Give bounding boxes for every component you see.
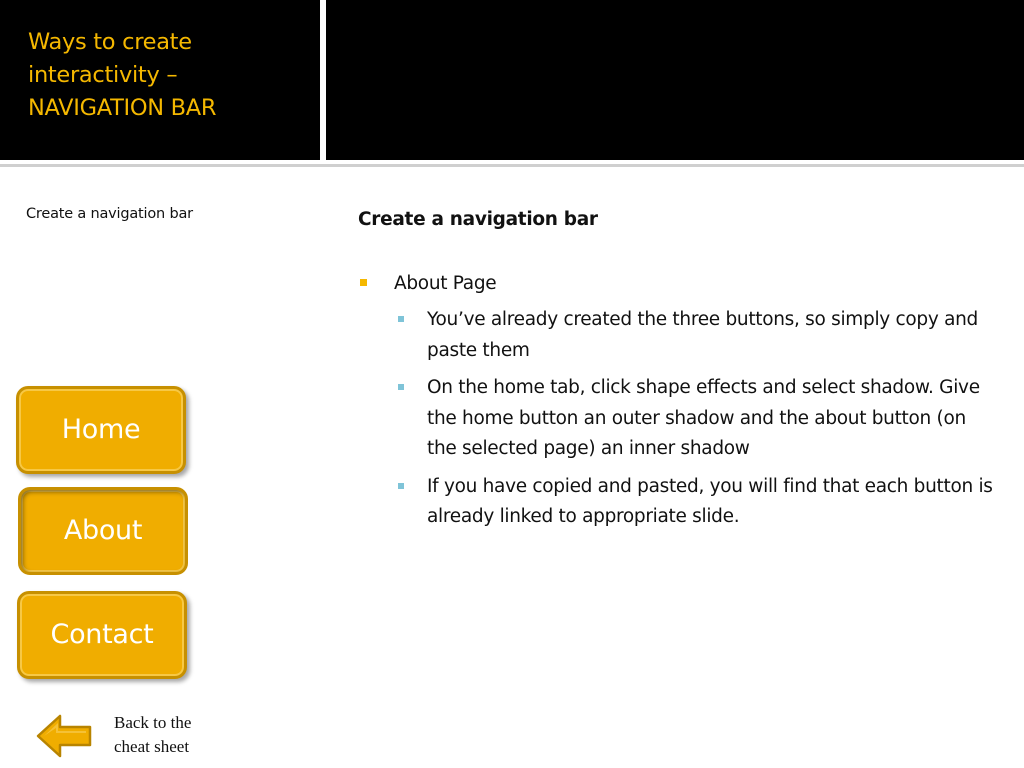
- about-button[interactable]: About: [18, 487, 188, 575]
- header-divider: [0, 164, 1024, 167]
- sub-list-item-text: You’ve already created the three buttons, so simply copy and paste them: [427, 309, 978, 361]
- back-arrow-icon[interactable]: [36, 712, 92, 760]
- sub-list-item-text: On the home tab, click shape effects and select shadow. Give the home button an outer shadow and the about button (on the selected page) an inner shadow: [427, 377, 980, 459]
- back-to-cheat-sheet-link[interactable]: Back to the cheat sheet: [114, 713, 192, 756]
- sub-list-item-text: If you have copied and pasted, you will find that each button is already linked to appropriate slide.: [427, 475, 993, 527]
- content-heading: Create a navigation bar: [358, 209, 598, 230]
- slide-title: Ways to create interactivity – NAVIGATION BAR: [28, 29, 217, 121]
- square-bullet-icon: [398, 483, 404, 489]
- sub-list-item: [394, 373, 998, 465]
- side-caption: Create a navigation bar: [26, 206, 193, 222]
- square-bullet-icon: [360, 279, 367, 286]
- bullet-list: [358, 269, 998, 533]
- list-item: [358, 269, 998, 533]
- sub-list-item: [394, 305, 998, 366]
- header-right-panel: [326, 0, 1024, 160]
- square-bullet-icon: [398, 316, 404, 322]
- contact-button[interactable]: Contact: [17, 591, 187, 679]
- sub-bullet-list: [394, 305, 998, 533]
- content-body: [358, 205, 998, 540]
- home-button[interactable]: Home: [16, 386, 186, 474]
- sub-list-item: [394, 472, 998, 533]
- list-item-label: About Page: [394, 273, 497, 294]
- square-bullet-icon: [398, 384, 404, 390]
